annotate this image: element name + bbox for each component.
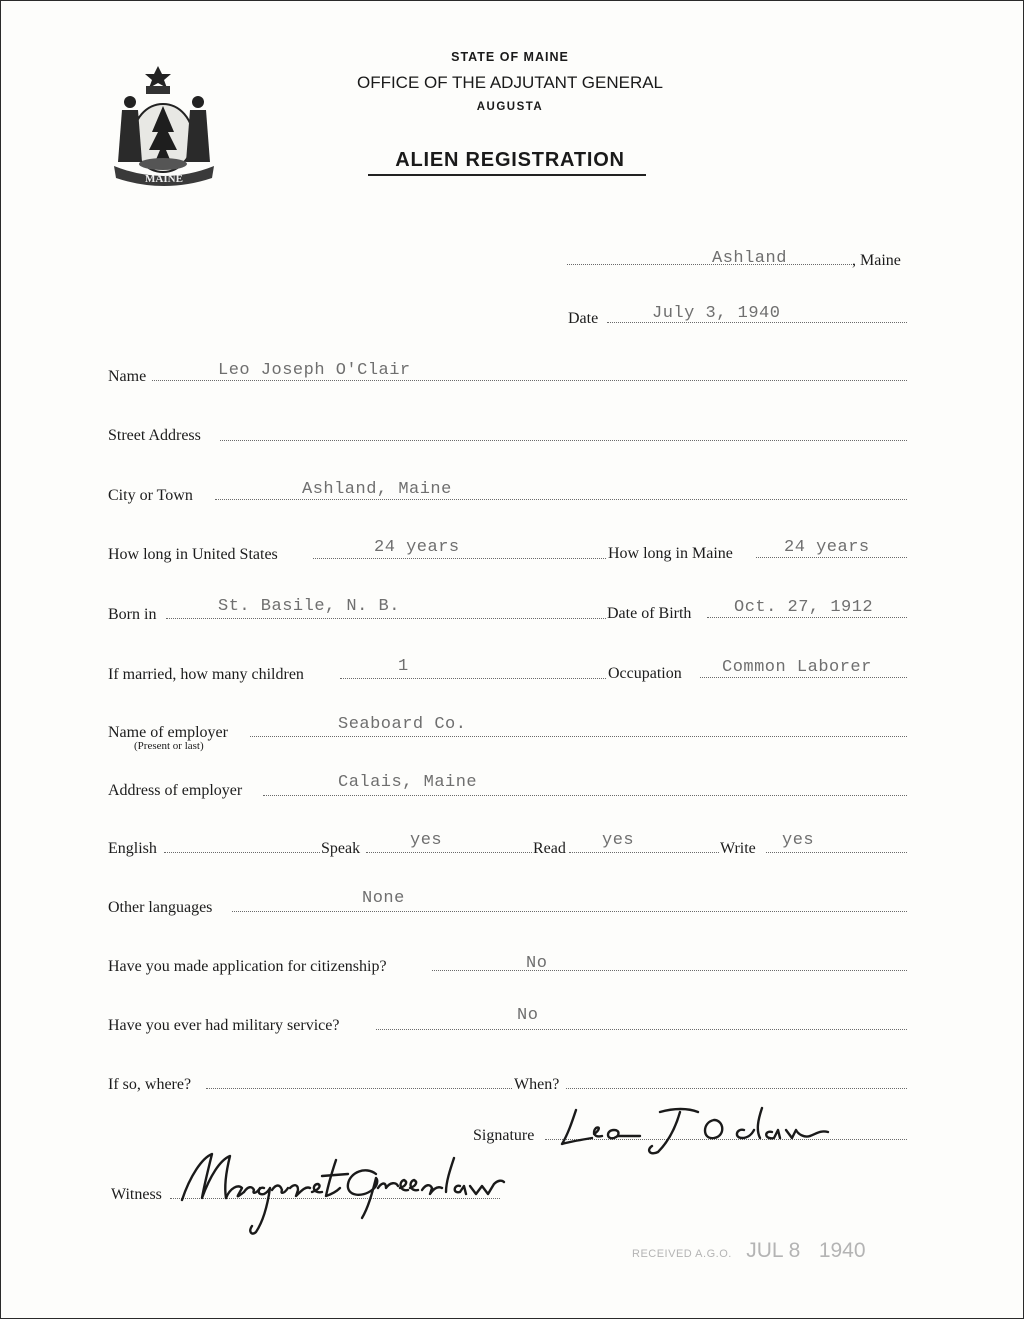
read-line [569,852,719,853]
how-long-us-line [313,558,606,559]
children-label: If married, how many children [108,666,304,683]
employer-address-line [263,795,907,796]
how-long-us-value: 24 years [374,538,460,557]
name-value: Leo Joseph O'Clair [218,361,411,380]
location-value: Ashland [712,249,787,268]
occupation-label: Occupation [608,665,682,682]
received-stamp-date: JUL 8 [746,1239,801,1262]
employer-name-value: Seaboard Co. [338,715,467,734]
born-in-line [166,618,606,619]
received-stamp [632,1239,866,1263]
form-title-underline [368,174,646,176]
header-office: OFFICE OF THE ADJUTANT GENERAL [356,73,664,92]
header-city: AUGUSTA [476,101,544,113]
other-languages-label: Other languages [108,899,213,916]
write-value: yes [782,831,815,850]
employer-address-label: Address of employer [108,782,243,799]
how-long-maine-line [756,557,907,558]
speak-label: Speak [321,840,361,857]
signature-label: Signature [473,1127,535,1144]
write-line [766,852,907,853]
header-state: STATE OF MAINE [451,50,569,64]
speak-line [366,852,532,853]
read-label: Read [533,840,566,857]
write-label: Write [720,840,756,857]
speak-value: yes [410,831,443,850]
citizenship-label: Have you made application for citizenship? [108,958,387,975]
born-in-label: Born in [108,606,157,623]
occupation-value: Common Laborer [722,658,872,677]
witness-label: Witness [111,1186,162,1203]
when-label: When? [514,1076,560,1093]
street-address-label: Street Address [108,427,201,444]
city-value: Ashland, Maine [302,480,452,499]
military-line [376,1029,907,1030]
when-line [566,1088,907,1089]
english-label: English [108,840,157,857]
children-value: 1 [398,657,409,676]
if-so-where-line [206,1088,512,1089]
citizenship-value: No [526,954,548,973]
svg-text:MAINE: MAINE [145,173,183,185]
military-value: No [517,1006,539,1025]
occupation-line [700,677,907,678]
name-line [152,380,907,381]
employer-address-value: Calais, Maine [338,773,478,792]
how-long-maine-label: How long in Maine [608,545,733,562]
location-line [567,264,854,265]
if-so-where-label: If so, where? [108,1076,192,1093]
how-long-us-label: How long in United States [108,546,278,563]
date-value: July 3, 1940 [652,304,781,323]
citizenship-line [432,970,907,971]
date-of-birth-value: Oct. 27, 1912 [734,598,874,617]
city-label: City or Town [108,487,193,504]
employer-name-label: Name of employer [108,724,228,741]
other-languages-value: None [362,889,405,908]
read-value: yes [602,831,635,850]
received-stamp-year: 1940 [818,1239,866,1262]
military-label: Have you ever had military service? [108,1017,340,1034]
street-address-line [220,440,907,441]
employer-name-line [250,736,907,737]
maine-state-seal [108,62,220,192]
other-languages-line [232,911,907,912]
city-line [215,499,907,500]
location-suffix: , Maine [852,252,901,269]
employer-name-sublabel: (Present or last) [134,740,204,752]
how-long-maine-value: 24 years [784,538,870,557]
witness-signature [172,1146,512,1240]
date-label: Date [568,310,599,327]
children-line [340,678,606,679]
received-stamp-text: RECEIVED A.G.O. [632,1248,732,1260]
date-of-birth-label: Date of Birth [607,605,692,622]
form-title: ALIEN REGISTRATION [395,149,625,171]
english-line [164,852,320,853]
date-of-birth-line [707,617,907,618]
applicant-signature [548,1100,848,1162]
born-in-value: St. Basile, N. B. [218,597,400,616]
name-label: Name [108,368,147,385]
